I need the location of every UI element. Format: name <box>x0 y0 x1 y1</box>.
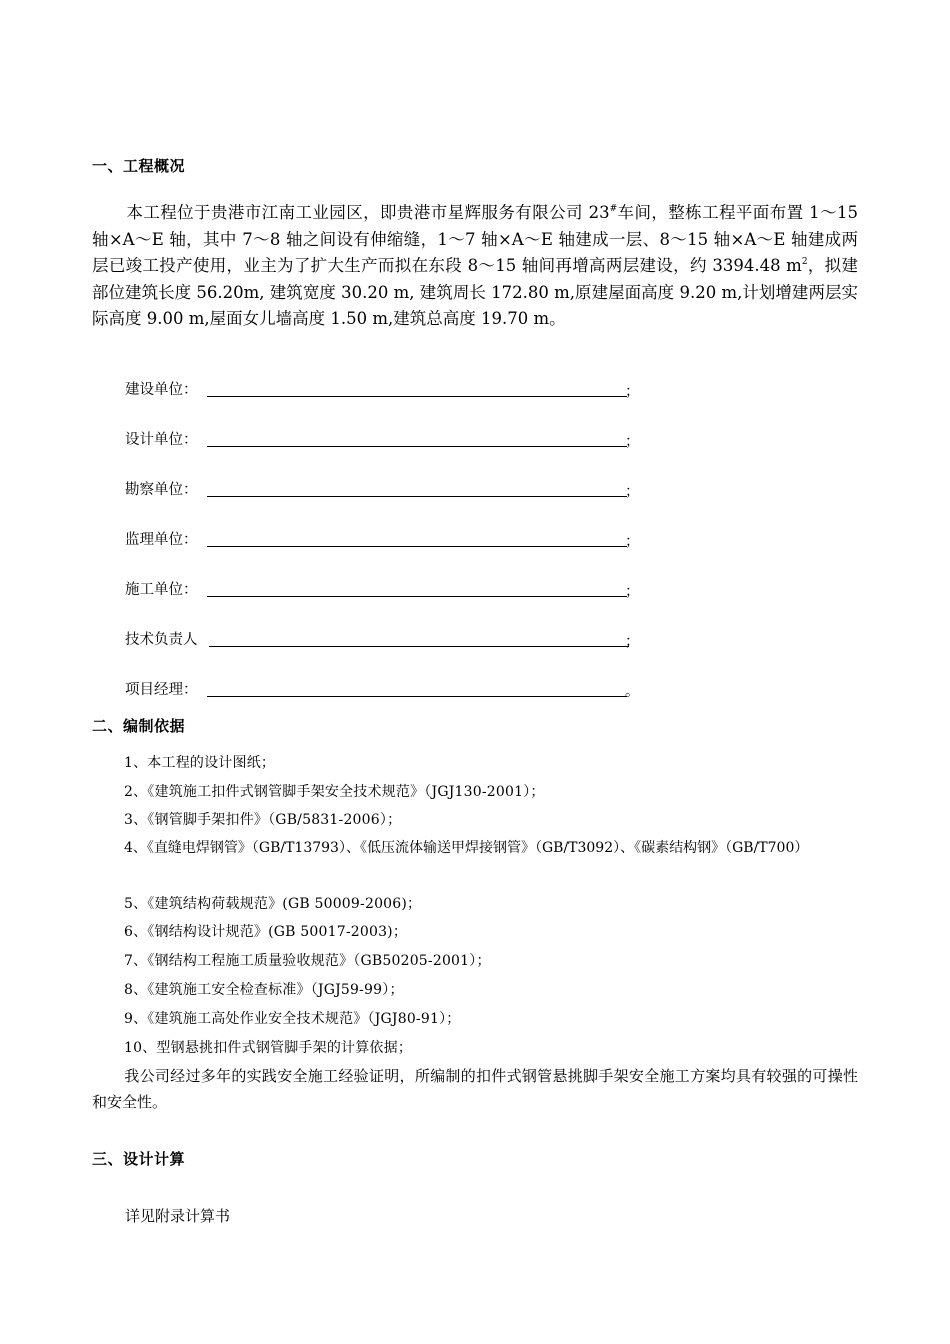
blank-line[interactable] <box>207 696 627 697</box>
overview-sup-hash: # <box>609 204 618 214</box>
blank-line[interactable] <box>207 496 627 497</box>
reference-item: 5、《建筑结构荷载规范》(GB 50009-2006)； <box>124 896 422 912</box>
blank-line[interactable] <box>207 596 627 597</box>
overview-sup-2: 2 <box>801 257 808 268</box>
appendix-reference: 详见附录计算书 <box>125 1207 231 1225</box>
section-3-heading: 三、设计计算 <box>92 1150 186 1168</box>
reference-item: 4、《直缝电焊钢管》（GB/T13793）、《低压流体输送甲焊接钢管》（GB/T3092）、《碳素结构钢》（GB/T700） <box>124 840 809 856</box>
blank-line[interactable] <box>209 646 629 647</box>
section-2-heading: 二、编制依据 <box>92 717 186 735</box>
reference-item: 1、本工程的设计图纸； <box>124 755 276 771</box>
closing-paragraph: 我公司经过多年的实践安全施工经验证明，所编制的扣件式钢管悬挑脚手架安全施工方案均具有较强的可操性和安全性。 <box>92 1067 858 1111</box>
overview-text-b: 车间，整栋工程平面布置 1～15 轴×A～E 轴，其中 7～8 轴之间设有伸缩缝，1～7 轴×A～E 轴建成一层、8～15 轴×A～E 轴建成两层已竣工投产使用，业主为了扩大生产而拟在东段 8～15 轴间再增高两层建设，约 3394.48 m <box>92 203 858 276</box>
reference-item: 3、《钢管脚手架扣件》（GB/5831-2006）； <box>124 812 402 828</box>
section-1-heading: 一、工程概况 <box>92 157 186 175</box>
document-page: 一、工程概况 本工程位于贵港市江南工业园区，即贵港市星辉服务有限公司 23#车间，整栋工程平面布置 1～15 轴×A～E 轴，其中 7～8 轴之间设有伸缩缝，1～7 轴×A～E 轴建成一层、8～15 轴×A～E 轴建成两层已竣工投产使用，业主为了扩大生产而拟在东段 8～15 轴间再增高两层建设，约 3394.48 $m^2$，拟建部位建筑长度 56.20m, 建筑宽度 30.20 m, 建筑周长 172.80 m,原建屋面高度 9.20 m,计划增建两层实际高度 9.00 m,屋面女儿墙高度 1.50 m,建筑总高度 19.70 m。 建设单位： ； 设计单位： ； 勘察单位： ； 监理单位： ； 施工单位： ； 技术负责人 ； 项目经理： 。 二、编制依据 1、本工程的设计图纸； 2、《建筑施工扣件式钢管脚手架安全技术规范》（JGJ130-2001）； 3、《钢管脚手架扣件》（GB/5831-2006）； 4、《直缝电焊钢管》（GB/T13793）、《低压流体输送甲焊接钢管》（GB/T3092）、《碳素结构钢》（GB/T700） 5、《建筑结构荷载规范》(GB 50009-2006)； 6、《钢结构设计规范》(GB 50017-2003)； 7、《钢结构工程施工质量验收规范》（GB50205-2001）； 8、《建筑施工安全检查标准》（JGJ59-99）； 9、《建筑施工高处作业安全技术规范》（JGJ80-91）； 10、型钢悬挑扣件式钢管脚手架的计算依据； 我公司经过多年的实践安全施工经验证明，所编制的扣件式钢管悬挑脚手架安全施工方案均具有较强的可操性和安全性。 三、设计计算 详见附录计算书 <box>92 157 859 1225</box>
project-overview-paragraph <box>92 200 858 333</box>
overview-text-c: ，拟建部位建筑长度 56.20m, 建筑宽度 30.20 m, 建筑周长 172.80 m,原建屋面高度 9.20 m,计划增建两层实际高度 9.00 m,屋面女儿墙高度 1.50 m,建筑总高度 19.70 m。 <box>92 256 859 329</box>
reference-item: 8、《建筑施工安全检查标准》（JGJ59-99）； <box>124 982 404 998</box>
blank-line[interactable] <box>207 396 627 397</box>
blank-line[interactable] <box>207 546 627 547</box>
reference-item: 6、《钢结构设计规范》(GB 50017-2003)； <box>124 924 408 940</box>
overview-text-a: 本工程位于贵港市江南工业园区，即贵港市星辉服务有限公司 23 <box>126 203 610 222</box>
blank-line[interactable] <box>207 446 627 447</box>
reference-item: 10、型钢悬挑扣件式钢管脚手架的计算依据； <box>124 1040 413 1056</box>
reference-item: 9、《建筑施工高处作业安全技术规范》（JGJ80-91）； <box>124 1011 461 1027</box>
reference-item: 7、《钢结构工程施工质量验收规范》（GB50205-2001）； <box>124 953 491 969</box>
reference-item: 2、《建筑施工扣件式钢管脚手架安全技术规范》（JGJ130-2001）； <box>124 784 545 800</box>
